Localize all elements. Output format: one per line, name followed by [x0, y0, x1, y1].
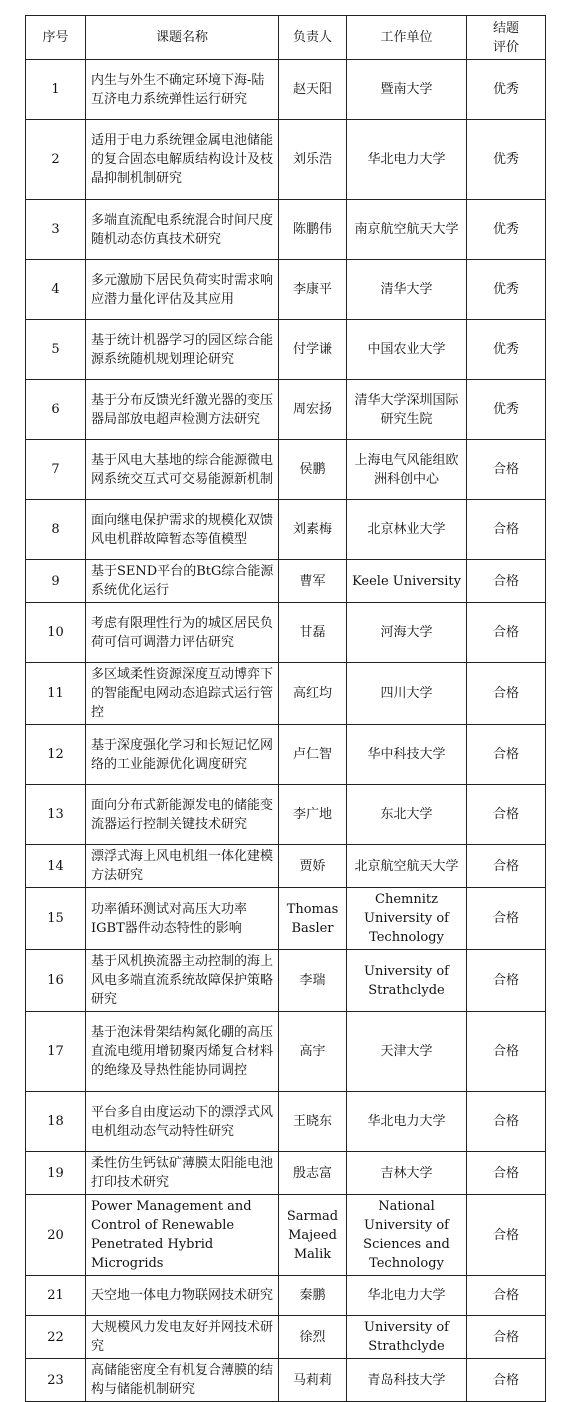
- table-row: [26, 1359, 546, 1402]
- cell-title: Power Management and Control of Renewable Penetrated Hybrid Microgrids: [86, 1195, 279, 1276]
- cell-title: 基于深度强化学习和长短记忆网络的工业能源优化调度研究: [86, 725, 279, 785]
- cell-number: 18: [26, 1092, 86, 1152]
- cell-evaluation: 合格: [467, 663, 546, 725]
- cell-number: 16: [26, 950, 86, 1012]
- cell-leader: 高宇: [279, 1012, 347, 1092]
- cell-title: 功率循环测试对高压大功率IGBT器件动态特性的影响: [86, 888, 279, 950]
- cell-evaluation: 合格: [467, 1276, 546, 1316]
- cell-unit: 暨南大学: [347, 60, 467, 120]
- cell-number: 8: [26, 500, 86, 560]
- header-row: [26, 16, 546, 60]
- cell-number: 14: [26, 845, 86, 888]
- table-row: [26, 1316, 546, 1359]
- cell-unit: 河海大学: [347, 603, 467, 663]
- cell-leader: Sarmad Majeed Malik: [279, 1195, 347, 1276]
- table-row: [26, 888, 546, 950]
- cell-unit: 华北电力大学: [347, 120, 467, 200]
- cell-unit: 华北电力大学: [347, 1276, 467, 1316]
- header-unit: 工作单位: [347, 16, 467, 60]
- cell-number: 3: [26, 200, 86, 260]
- cell-leader: 高红均: [279, 663, 347, 725]
- cell-evaluation: 合格: [467, 950, 546, 1012]
- cell-title: 基于分布反馈光纤激光器的变压器局部放电超声检测方法研究: [86, 380, 279, 440]
- projects-table: [25, 15, 546, 1402]
- cell-evaluation: 优秀: [467, 200, 546, 260]
- cell-number: 9: [26, 560, 86, 603]
- cell-number: 15: [26, 888, 86, 950]
- cell-unit: 中国农业大学: [347, 320, 467, 380]
- cell-evaluation: 合格: [467, 560, 546, 603]
- cell-title: 天空地一体电力物联网技术研究: [86, 1276, 279, 1316]
- cell-leader: 王晓东: [279, 1092, 347, 1152]
- cell-leader: 侯鹏: [279, 440, 347, 500]
- cell-unit: University of Strathclyde: [347, 1316, 467, 1359]
- cell-number: 13: [26, 785, 86, 845]
- cell-title: 柔性仿生钙钛矿薄膜太阳能电池打印技术研究: [86, 1152, 279, 1195]
- table-row: [26, 440, 546, 500]
- cell-unit: 华北电力大学: [347, 1092, 467, 1152]
- header-title: 课题名称: [86, 16, 279, 60]
- cell-unit: 北京航空航天大学: [347, 845, 467, 888]
- cell-evaluation: 合格: [467, 1359, 546, 1402]
- table-row: [26, 1152, 546, 1195]
- cell-evaluation: 合格: [467, 1316, 546, 1359]
- table-row: [26, 950, 546, 1012]
- cell-unit: 四川大学: [347, 663, 467, 725]
- cell-evaluation: 合格: [467, 440, 546, 500]
- cell-title: 多端直流配电系统混合时间尺度随机动态仿真技术研究: [86, 200, 279, 260]
- cell-leader: 卢仁智: [279, 725, 347, 785]
- cell-number: 10: [26, 603, 86, 663]
- cell-evaluation: 优秀: [467, 320, 546, 380]
- cell-unit: 南京航空航天大学: [347, 200, 467, 260]
- header-evaluation-text: 结题 评价: [492, 20, 519, 55]
- cell-leader: 徐烈: [279, 1316, 347, 1359]
- cell-title: 高储能密度全有机复合薄膜的结构与储能机制研究: [86, 1359, 279, 1402]
- table-header: [26, 16, 546, 60]
- table-row: [26, 1195, 546, 1276]
- cell-number: 23: [26, 1359, 86, 1402]
- cell-evaluation: 合格: [467, 500, 546, 560]
- cell-number: 22: [26, 1316, 86, 1359]
- cell-evaluation: 合格: [467, 1195, 546, 1276]
- cell-number: 2: [26, 120, 86, 200]
- cell-title: 面向继电保护需求的规模化双馈风电机群故障暂态等值模型: [86, 500, 279, 560]
- cell-unit: 东北大学: [347, 785, 467, 845]
- cell-number: 11: [26, 663, 86, 725]
- cell-title: 多区域柔性资源深度互动博弈下的智能配电网动态追踪式运行管控: [86, 663, 279, 725]
- cell-title: 基于统计机器学习的园区综合能源系统随机规划理论研究: [86, 320, 279, 380]
- cell-number: 21: [26, 1276, 86, 1316]
- cell-title: 大规模风力发电友好并网技术研究: [86, 1316, 279, 1359]
- table-row: [26, 725, 546, 785]
- table-row: [26, 785, 546, 845]
- cell-leader: Thomas Basler: [279, 888, 347, 950]
- cell-unit: 青岛科技大学: [347, 1359, 467, 1402]
- header-number: 序号: [26, 16, 86, 60]
- cell-evaluation: 合格: [467, 888, 546, 950]
- table-row: [26, 560, 546, 603]
- cell-unit: 上海电气风能组欧洲科创中心: [347, 440, 467, 500]
- table-row: [26, 380, 546, 440]
- table-row: [26, 1276, 546, 1316]
- table-row: [26, 603, 546, 663]
- cell-leader: 周宏扬: [279, 380, 347, 440]
- header-leader: 负责人: [279, 16, 347, 60]
- cell-unit: 清华大学深圳国际研究生院: [347, 380, 467, 440]
- cell-leader: 殷志富: [279, 1152, 347, 1195]
- cell-number: 17: [26, 1012, 86, 1092]
- cell-unit: University of Strathclyde: [347, 950, 467, 1012]
- cell-unit: Chemnitz University of Technology: [347, 888, 467, 950]
- cell-evaluation: 合格: [467, 845, 546, 888]
- cell-unit: 天津大学: [347, 1012, 467, 1092]
- cell-title: 内生与外生不确定环境下海-陆互济电力系统弹性运行研究: [86, 60, 279, 120]
- cell-leader: 曹军: [279, 560, 347, 603]
- cell-title: 基于泡沫骨架结构氮化硼的高压直流电缆用增韧聚丙烯复合材料的绝缘及导热性能协同调控: [86, 1012, 279, 1092]
- cell-title: 平台多自由度运动下的漂浮式风电机组动态气动特性研究: [86, 1092, 279, 1152]
- cell-number: 1: [26, 60, 86, 120]
- cell-leader: 甘磊: [279, 603, 347, 663]
- table-row: [26, 320, 546, 380]
- cell-evaluation: 优秀: [467, 60, 546, 120]
- cell-number: 19: [26, 1152, 86, 1195]
- cell-leader: 李康平: [279, 260, 347, 320]
- cell-leader: 付学谦: [279, 320, 347, 380]
- cell-number: 6: [26, 380, 86, 440]
- cell-evaluation: 合格: [467, 1012, 546, 1092]
- cell-evaluation: 优秀: [467, 120, 546, 200]
- cell-leader: 马莉莉: [279, 1359, 347, 1402]
- cell-unit: 北京林业大学: [347, 500, 467, 560]
- cell-evaluation: 优秀: [467, 380, 546, 440]
- table-row: [26, 663, 546, 725]
- cell-leader: 赵天阳: [279, 60, 347, 120]
- cell-unit: 吉林大学: [347, 1152, 467, 1195]
- cell-evaluation: 合格: [467, 603, 546, 663]
- table-row: [26, 845, 546, 888]
- table-body: [26, 60, 546, 1402]
- cell-leader: 秦鹏: [279, 1276, 347, 1316]
- cell-unit: 清华大学: [347, 260, 467, 320]
- cell-title: 面向分布式新能源发电的储能变流器运行控制关键技术研究: [86, 785, 279, 845]
- header-evaluation: [467, 16, 546, 60]
- table-row: [26, 1012, 546, 1092]
- cell-leader: 陈鹏伟: [279, 200, 347, 260]
- table-row: [26, 500, 546, 560]
- table-row: [26, 120, 546, 200]
- cell-leader: 贾娇: [279, 845, 347, 888]
- cell-unit: National University of Sciences and Technology: [347, 1195, 467, 1276]
- cell-number: 12: [26, 725, 86, 785]
- table-row: [26, 200, 546, 260]
- table-row: [26, 260, 546, 320]
- table-row: [26, 1092, 546, 1152]
- cell-evaluation: 合格: [467, 785, 546, 845]
- cell-number: 4: [26, 260, 86, 320]
- cell-leader: 李广地: [279, 785, 347, 845]
- cell-title: 基于SEND平台的BtG综合能源系统优化运行: [86, 560, 279, 603]
- cell-title: 基于风机换流器主动控制的海上风电多端直流系统故障保护策略研究: [86, 950, 279, 1012]
- table-row: [26, 60, 546, 120]
- cell-evaluation: 合格: [467, 725, 546, 785]
- cell-number: 7: [26, 440, 86, 500]
- cell-evaluation: 合格: [467, 1092, 546, 1152]
- cell-title: 基于风电大基地的综合能源微电网系统交互式可交易能源新机制: [86, 440, 279, 500]
- cell-number: 20: [26, 1195, 86, 1276]
- cell-number: 5: [26, 320, 86, 380]
- cell-title: 多元激励下居民负荷实时需求响应潜力量化评估及其应用: [86, 260, 279, 320]
- cell-evaluation: 合格: [467, 1152, 546, 1195]
- cell-leader: 刘素梅: [279, 500, 347, 560]
- cell-title: 适用于电力系统锂金属电池储能的复合固态电解质结构设计及枝晶抑制机制研究: [86, 120, 279, 200]
- cell-evaluation: 优秀: [467, 260, 546, 320]
- cell-title: 漂浮式海上风电机组一体化建模方法研究: [86, 845, 279, 888]
- cell-leader: 刘乐浩: [279, 120, 347, 200]
- cell-title: 考虑有限理性行为的城区居民负荷可信可调潜力评估研究: [86, 603, 279, 663]
- cell-unit: 华中科技大学: [347, 725, 467, 785]
- cell-leader: 李瑞: [279, 950, 347, 1012]
- cell-unit: Keele University: [347, 560, 467, 603]
